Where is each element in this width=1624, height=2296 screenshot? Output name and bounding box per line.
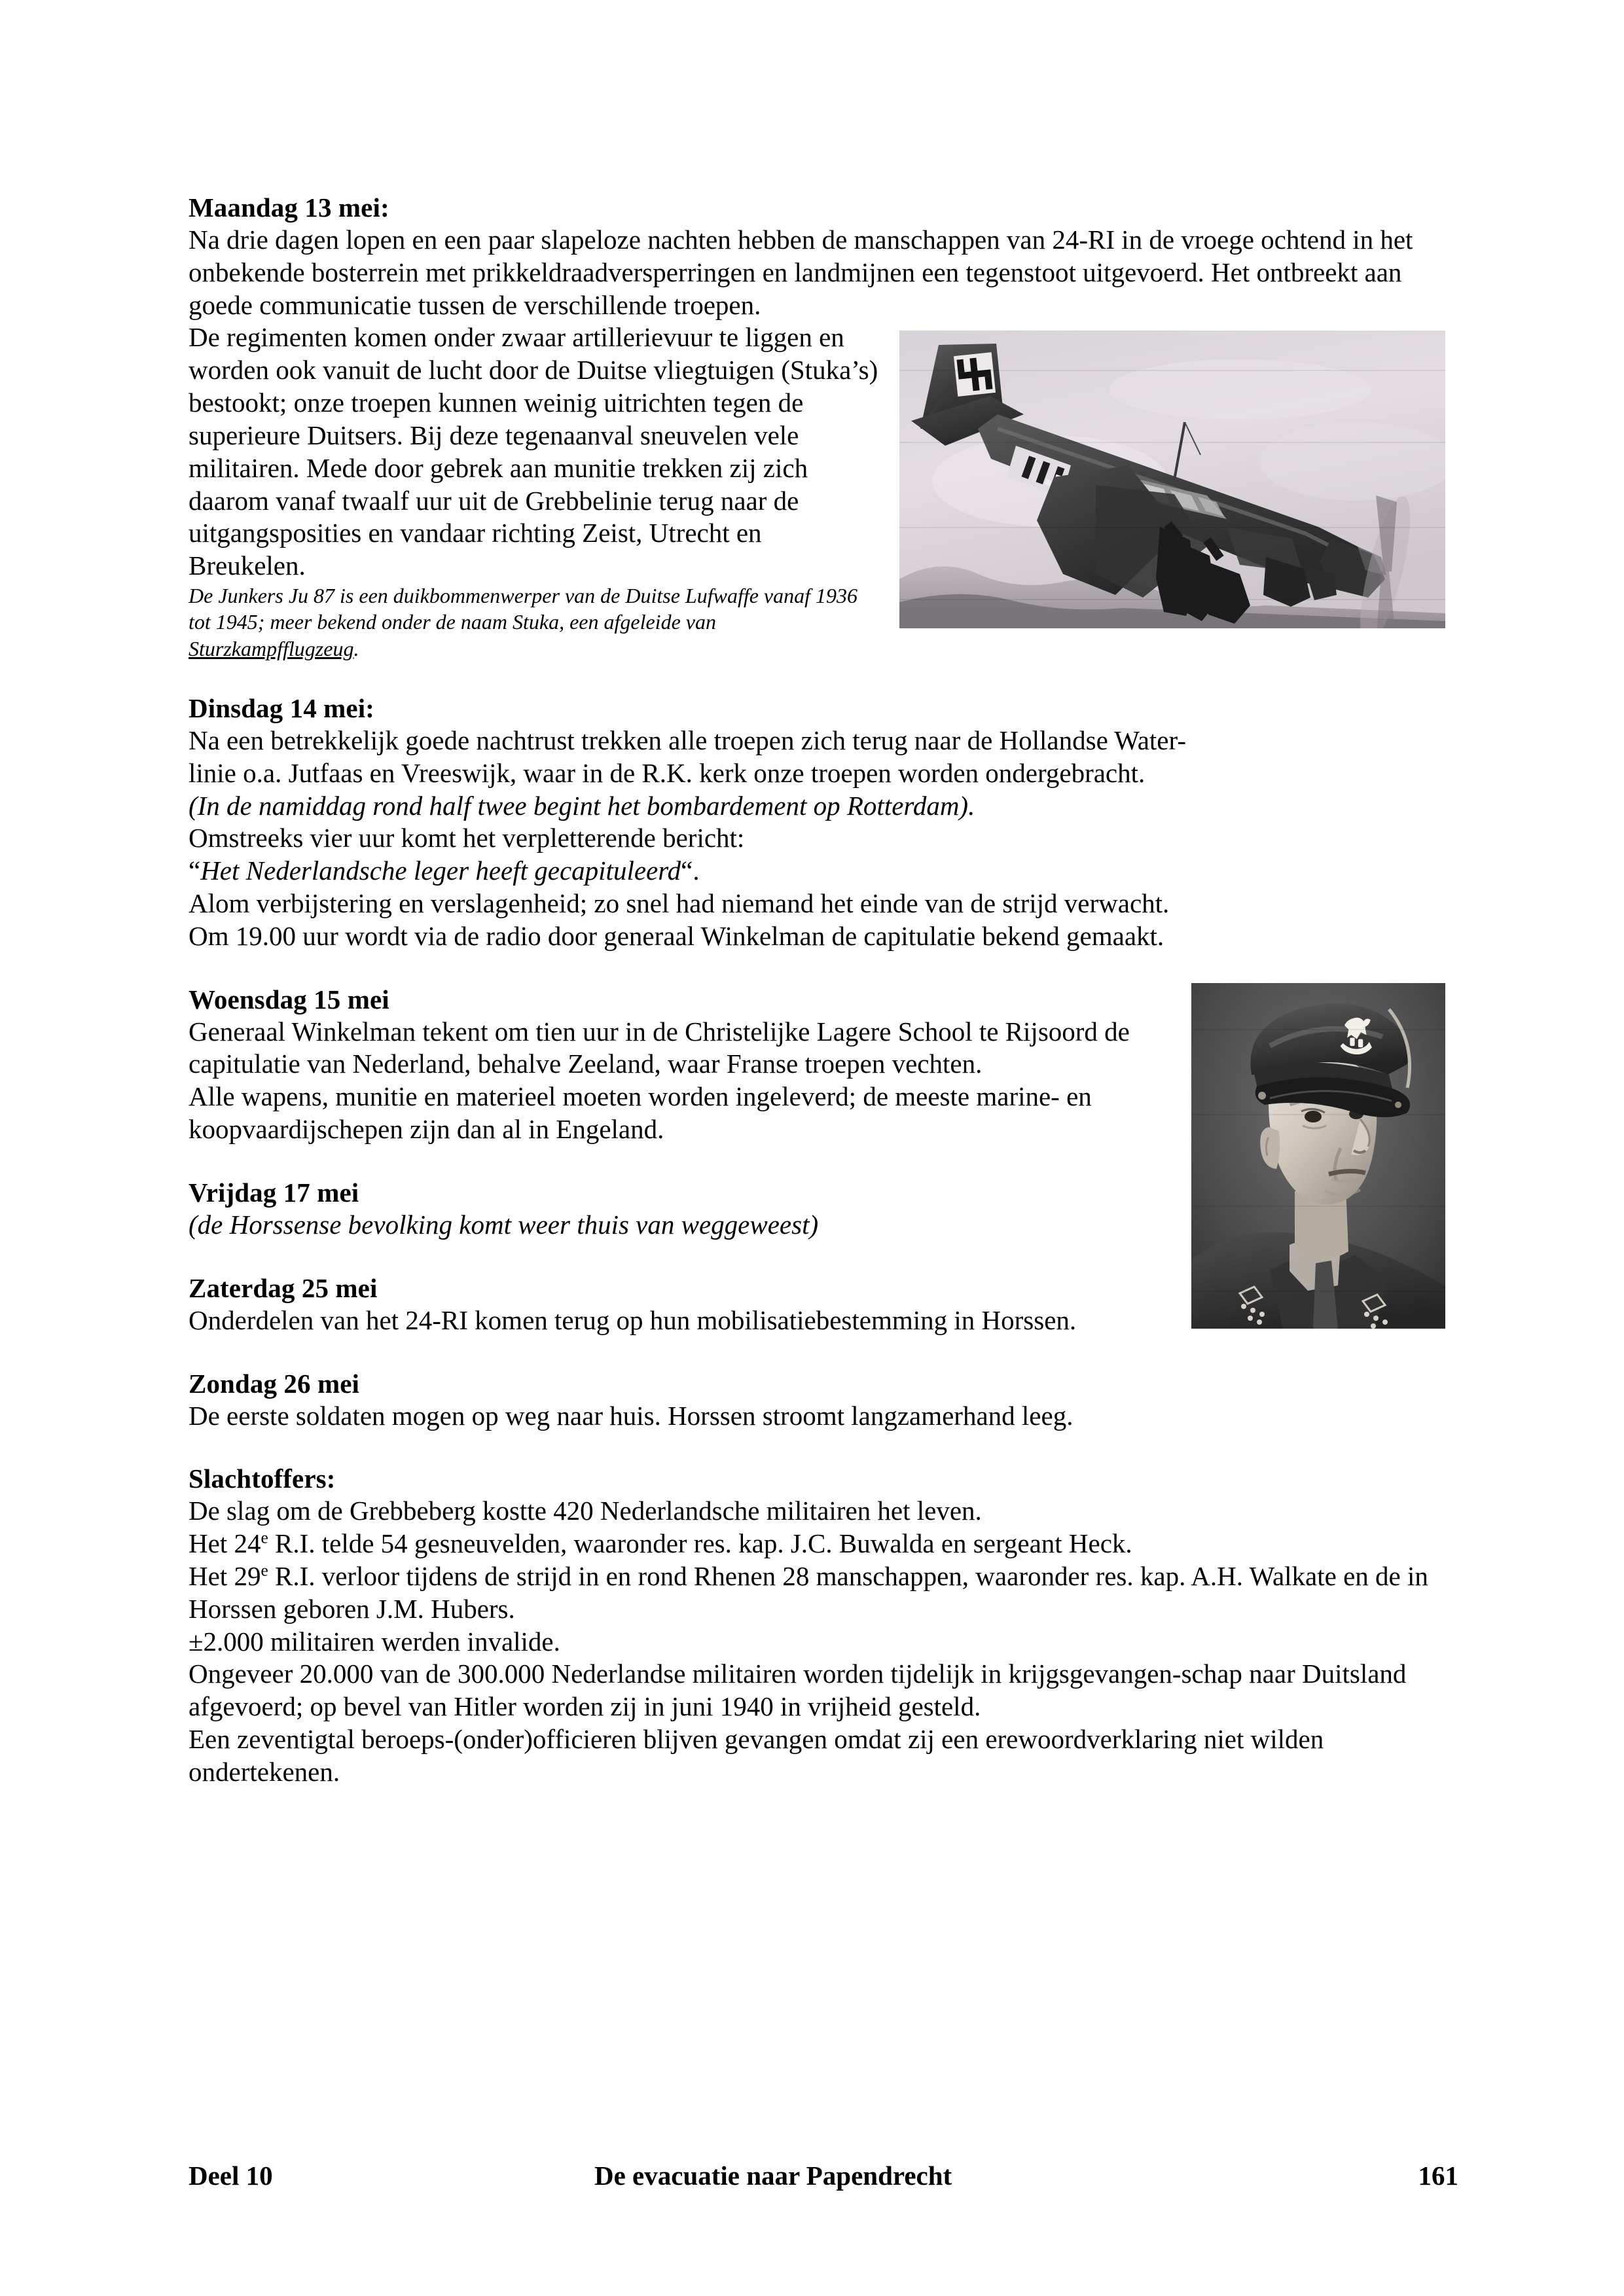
slachtoffers-line-4: ±2.000 militairen werden invalide. — [189, 1626, 560, 1657]
winkelman-portrait-graphic — [1191, 983, 1445, 1329]
slachtoffers-line-3 — [189, 1560, 1458, 1626]
footer-part-label: Deel 10 — [189, 2161, 273, 2191]
spacer — [189, 953, 1458, 983]
ordinal-suffix-e: e — [261, 1561, 268, 1580]
heading-zondag-26-mei: Zondag 26 mei — [189, 1368, 359, 1399]
slachtoffers-line-6: Een zeventigtal beroeps-(onder)officieren blijven gevangen omdat zij een erewoordverklaring niet wilden ondertekenen. — [189, 1724, 1324, 1787]
stuka-caption-part1: De Junkers Ju 87 is een duikbommenwerper van de Duitse Lufwaffe vanaf 1936 tot 1945; meer bekend onder de naam Stuka, een afgeleide van — [189, 583, 858, 634]
paragraph-maandag-wrapped: De regimenten komen onder zwaar artillerievuur te liggen en worden ook vanuit de lucht door de Duitse vliegtuigen (Stuka’s) bestookt; onze troepen kunnen weinig uitrichten tegen de superieure Duitsers. Bij deze tegenaanval sneuvelen vele militairen. Mede door gebrek aan munitie trekken zij zich daarom vanaf twaalf uur uit de Grebbelinie terug naar de uitgangsposities en vandaar richting Zeist, Utrecht en Breukelen. — [189, 322, 878, 581]
heading-zaterdag-25-mei: Zaterdag 25 mei — [189, 1272, 378, 1303]
stuka-photo — [899, 331, 1445, 628]
heading-vrijdag-17-mei: Vrijdag 17 mei — [189, 1177, 359, 1208]
slachtoffers-line-2-pre: Het 24 — [189, 1528, 261, 1559]
page-footer — [189, 2160, 1458, 2191]
quote-close-mark: “ — [681, 855, 693, 886]
quote-period: . — [693, 855, 700, 886]
dinsdag-line-7: Om 19.00 uur wordt via de radio door generaal Winkelman de capitulatie bekend gemaakt. — [189, 920, 1164, 951]
spacer — [189, 1432, 1458, 1462]
slachtoffers-line-2 — [189, 1528, 1458, 1560]
slachtoffers-line-3-pre: Het 29 — [189, 1560, 261, 1591]
slachtoffers-line-3-post: R.I. verloor tijdens de strijd in en rond Rhenen 28 manschappen, waaronder res. kap. A.H. Walkate en de in Horssen geboren J.M. Hubers. — [189, 1560, 1428, 1624]
woensdag-paragraph-2: Alle wapens, munitie en materieel moeten worden ingeleverd; de meeste marine- en koopvaardijschepen zijn dan al in Engeland. — [189, 1081, 1092, 1145]
dinsdag-line-3-rotterdam-note: (In de namiddag rond half twee begint het bombardement op Rotterdam). — [189, 790, 975, 821]
heading-maandag-13-mei: Maandag 13 mei: — [189, 192, 389, 223]
zaterdag-line: Onderdelen van het 24-RI komen terug op hun mobilisatiebestemming in Horssen. — [189, 1304, 1077, 1335]
footer-page-number: 161 — [1418, 2161, 1458, 2191]
heading-slachtoffers: Slachtoffers: — [189, 1463, 336, 1494]
slachtoffers-line-5: Ongeveer 20.000 van de 300.000 Nederlandse militairen worden tijdelijk in krijgsgevangen-schap naar Duitsland afgevoerd; op bevel van Hitler worden zij in juni 1940 in vrijheid gesteld. — [189, 1659, 1407, 1722]
spacer — [189, 1337, 1458, 1367]
footer-chapter-title: De evacuatie naar Papendrecht — [594, 2161, 952, 2191]
stuka-caption-part2: . — [353, 636, 359, 660]
quote-open-mark: “ — [189, 855, 201, 886]
page-content — [189, 191, 1458, 1789]
dinsdag-line-6: Alom verbijstering en verslagenheid; zo snel had niemand het einde van de strijd verwacht. — [189, 888, 1170, 918]
woensdag-wrap-block — [189, 983, 1458, 1337]
stuka-caption-underlined-term: Sturzkampfflugzeug — [189, 636, 354, 660]
vrijdag-note: (de Horssense bevolking komt weer thuis van weggeweest) — [189, 1209, 819, 1240]
dinsdag-capitulation-quote — [189, 855, 1458, 888]
heading-dinsdag-14-mei: Dinsdag 14 mei: — [189, 692, 374, 723]
slachtoffers-line-1: De slag om de Grebbeberg kostte 420 Nederlandsche militairen het leven. — [189, 1496, 982, 1526]
dinsdag-line-2: linie o.a. Jutfaas en Vreeswijk, waar in de R.K. kerk onze troepen worden ondergebracht. — [189, 757, 1146, 788]
zondag-line: De eerste soldaten mogen op weg naar huis. Horssen stroomt langzamerhand leeg. — [189, 1400, 1074, 1431]
dinsdag-line-1: Na een betrekkelijk goede nachtrust trekken alle troepen zich terug naar de Hollandse Water- — [189, 725, 1186, 755]
stuka-photo-graphic — [899, 331, 1445, 628]
quote-body-text: Het Nederlandsche leger heeft gecapituleerd — [200, 855, 681, 886]
woensdag-paragraph-1: Generaal Winkelman tekent om tien uur in de Christelijke Lagere School te Rijsoord de capitulatie van Nederland, behalve Zeeland, waar Franse troepen vechten. — [189, 1016, 1130, 1079]
stuka-wrap-block — [189, 321, 1458, 583]
slachtoffers-line-2-post: R.I. telde 54 gesneuvelden, waaronder res. kap. J.C. Buwalda en sergeant Heck. — [268, 1528, 1132, 1559]
heading-woensdag-15-mei: Woensdag 15 mei — [189, 984, 389, 1014]
winkelman-portrait-photo — [1191, 983, 1445, 1329]
spacer — [189, 662, 1458, 692]
paragraph-maandag-intro: Na drie dagen lopen en een paar slapeloze nachten hebben de manschappen van 24-RI in de vroege ochtend in het onbekende bosterrein met prikkeldraadversperringen en landmijnen een tegenstoot uitgevoerd. Het ontbreekt aan goede communicatie tussen de verschillende troepen. — [189, 224, 1413, 320]
ordinal-suffix-e: e — [261, 1528, 268, 1547]
dinsdag-line-4: Omstreeks vier uur komt het verpletterende bericht: — [189, 823, 745, 853]
